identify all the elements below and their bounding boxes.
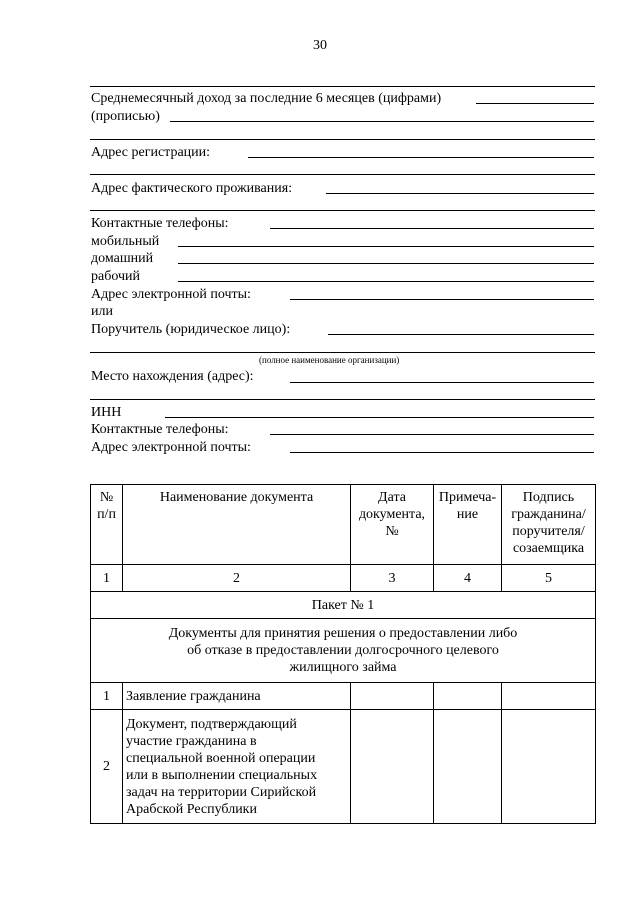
guarantor-label: Поручитель (юридическое лицо): [91, 322, 291, 337]
org-email-label: Адрес электронной почты: [91, 440, 251, 455]
section-row [91, 619, 596, 683]
income-words-label: (прописью) [91, 109, 160, 124]
header-date: Дата документа, № [351, 485, 434, 565]
location-label: Место нахождения (адрес): [91, 369, 254, 384]
org-phones-label: Контактные телефоны: [91, 422, 229, 437]
col-number: 4 [434, 565, 502, 592]
email-label: Адрес электронной почты: [91, 287, 251, 302]
header-note: Примеча-ние [434, 485, 502, 565]
column-number-row [91, 565, 596, 592]
mobile-label: мобильный [91, 234, 160, 249]
blank-line[interactable] [90, 210, 595, 211]
row-signature-cell[interactable] [502, 710, 596, 824]
row-note-cell[interactable] [434, 683, 502, 710]
col-number: 2 [123, 565, 351, 592]
email-line[interactable] [290, 299, 594, 300]
income-digits-line[interactable] [476, 103, 594, 104]
blank-line[interactable] [90, 139, 595, 140]
mobile-line[interactable] [178, 246, 594, 247]
blank-line[interactable] [90, 86, 595, 87]
reg-address-label: Адрес регистрации: [91, 145, 211, 160]
row-number: 2 [91, 710, 123, 824]
org-name-caption: (полное наименование организации) [259, 355, 400, 365]
row-document-name: Документ, подтверждающий участие гражданина в специальной военной операции или в выполнении специальных задач на территории Сирийской Арабской Республики [123, 710, 351, 824]
phones-line[interactable] [270, 228, 594, 229]
row-note-cell[interactable] [434, 710, 502, 824]
package-title: Пакет № 1 [91, 592, 596, 619]
row-date-cell[interactable] [351, 683, 434, 710]
package-row [91, 592, 596, 619]
blank-line[interactable] [90, 174, 595, 175]
documents-table [90, 484, 596, 824]
home-line[interactable] [178, 263, 594, 264]
location-line[interactable] [290, 382, 594, 383]
income-label: Среднемесячный доход за последние 6 месяцев (цифрами) [91, 91, 442, 106]
row-number: 1 [91, 683, 123, 710]
or-label: или [91, 304, 113, 319]
table-row [91, 683, 596, 710]
actual-address-line[interactable] [326, 193, 594, 194]
actual-address-label: Адрес фактического проживания: [91, 181, 293, 196]
col-number: 5 [502, 565, 596, 592]
table-header-row [91, 485, 596, 565]
work-line[interactable] [178, 281, 594, 282]
row-signature-cell[interactable] [502, 683, 596, 710]
row-document-name: Заявление гражданина [123, 683, 351, 710]
org-phones-line[interactable] [270, 434, 594, 435]
org-email-line[interactable] [290, 452, 594, 453]
work-label: рабочий [91, 269, 140, 284]
org-name-line[interactable] [90, 352, 595, 353]
row-date-cell[interactable] [351, 710, 434, 824]
header-signature: Подпись гражданина/ поручителя/ созаемщика [502, 485, 596, 565]
col-number: 1 [91, 565, 123, 592]
header-name: Наименование документа [123, 485, 351, 565]
col-number: 3 [351, 565, 434, 592]
header-num: № п/п [91, 485, 123, 565]
page-number: 30 [313, 38, 327, 53]
phones-label: Контактные телефоны: [91, 216, 229, 231]
inn-line[interactable] [165, 417, 594, 418]
section-title: Документы для принятия решения о предоставлении либо об отказе в предоставлении долгосрочного целевого жилищного займа [91, 619, 596, 683]
home-label: домашний [91, 251, 154, 266]
table-row [91, 710, 596, 824]
reg-address-line[interactable] [248, 157, 594, 158]
income-words-line[interactable] [170, 121, 594, 122]
blank-line[interactable] [90, 399, 595, 400]
inn-label: ИНН [91, 405, 122, 420]
guarantor-line[interactable] [328, 334, 594, 335]
